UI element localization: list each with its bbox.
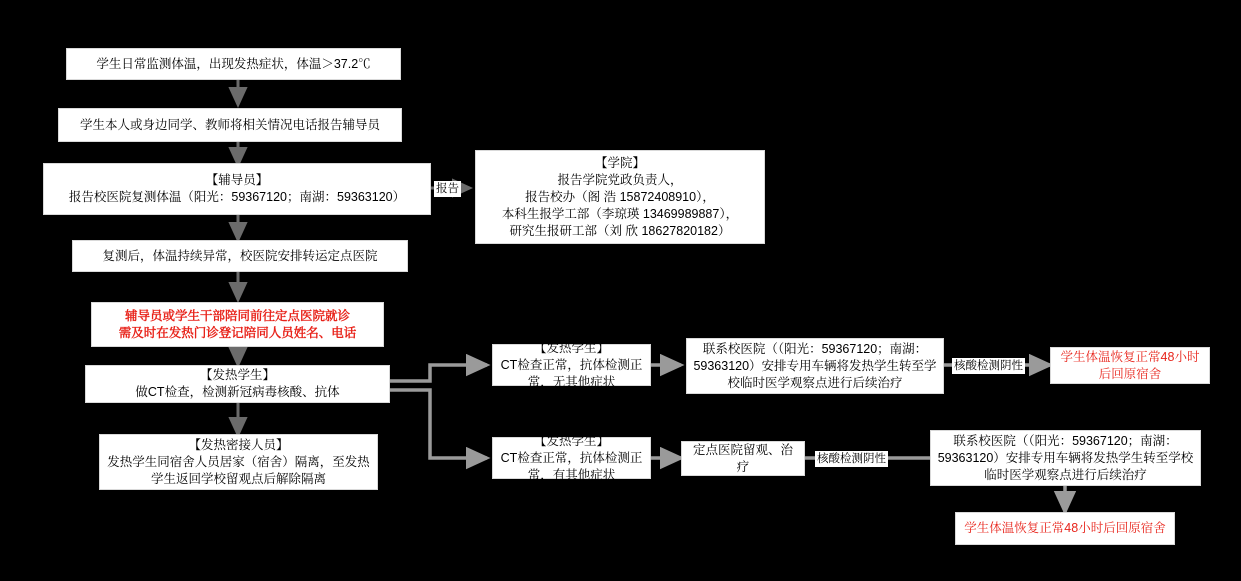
node-daily-temperature-monitor: 学生日常监测体温，出现发热症状，体温＞37.2℃ <box>66 48 401 80</box>
node-report-to-counselor: 学生本人或身边同学、教师将相关情况电话报告辅导员 <box>58 108 402 142</box>
edge-label-nucleic-negative-1: 核酸检测阴性 <box>954 360 1023 372</box>
edge-label-nucleic-negative-2: 核酸检测阴性 <box>817 453 886 465</box>
node-return-dorm-48h-2: 学生体温恢复正常48小时后回原宿舍 <box>955 512 1175 545</box>
node-fever-student-ct-test: 【发热学生】 做CT检查，检测新冠病毒核酸、抗体 <box>85 365 390 403</box>
node-escort-to-hospital: 辅导员或学生干部陪同前往定点医院就诊 需及时在发热门诊登记陪同人员姓名、电话 <box>91 302 384 347</box>
node-return-dorm-48h-1: 学生体温恢复正常48小时后回原宿舍 <box>1050 347 1210 384</box>
node-fever-student-normal-with-symptom: 【发热学生】 CT检查正常，抗体检测正常，有其他症状 <box>492 437 651 479</box>
node-contact-school-hospital-transfer-2: 联系校医院（（阳光：59367120；南湖：59363120）安排专用车辆将发热学生转至学校临时医学观察点进行后续治疗 <box>930 430 1201 486</box>
node-designated-hospital-observation: 定点医院留观、治疗 <box>681 441 805 476</box>
node-college-report: 【学院】 报告学院党政负责人， 报告校办（阁 浩 15872408910）， 本科生报学工部（李琼瑛 13469989887）， 研究生报研工部（刘 欣 18627820182） <box>475 150 765 244</box>
node-contact-school-hospital-transfer-1: 联系校医院（（阳光：59367120；南湖：59363120）安排专用车辆将发热学生转至学校临时医学观察点进行后续治疗 <box>686 338 944 394</box>
node-close-contact-isolation: 【发热密接人员】 发热学生同宿舍人员居家（宿舍）隔离，至发热学生返回学校留观点后解除隔离 <box>99 434 378 490</box>
node-counselor-report-hospital: 【辅导员】 报告校医院复测体温（阳光：59367120；南湖：59363120） <box>43 163 431 215</box>
edge-label-report: 报告 <box>436 183 459 195</box>
node-fever-student-normal-no-symptom: 【发热学生】 CT检查正常，抗体检测正常，无其他症状 <box>492 344 651 386</box>
node-retest-transfer: 复测后，体温持续异常，校医院安排转运定点医院 <box>72 240 408 272</box>
